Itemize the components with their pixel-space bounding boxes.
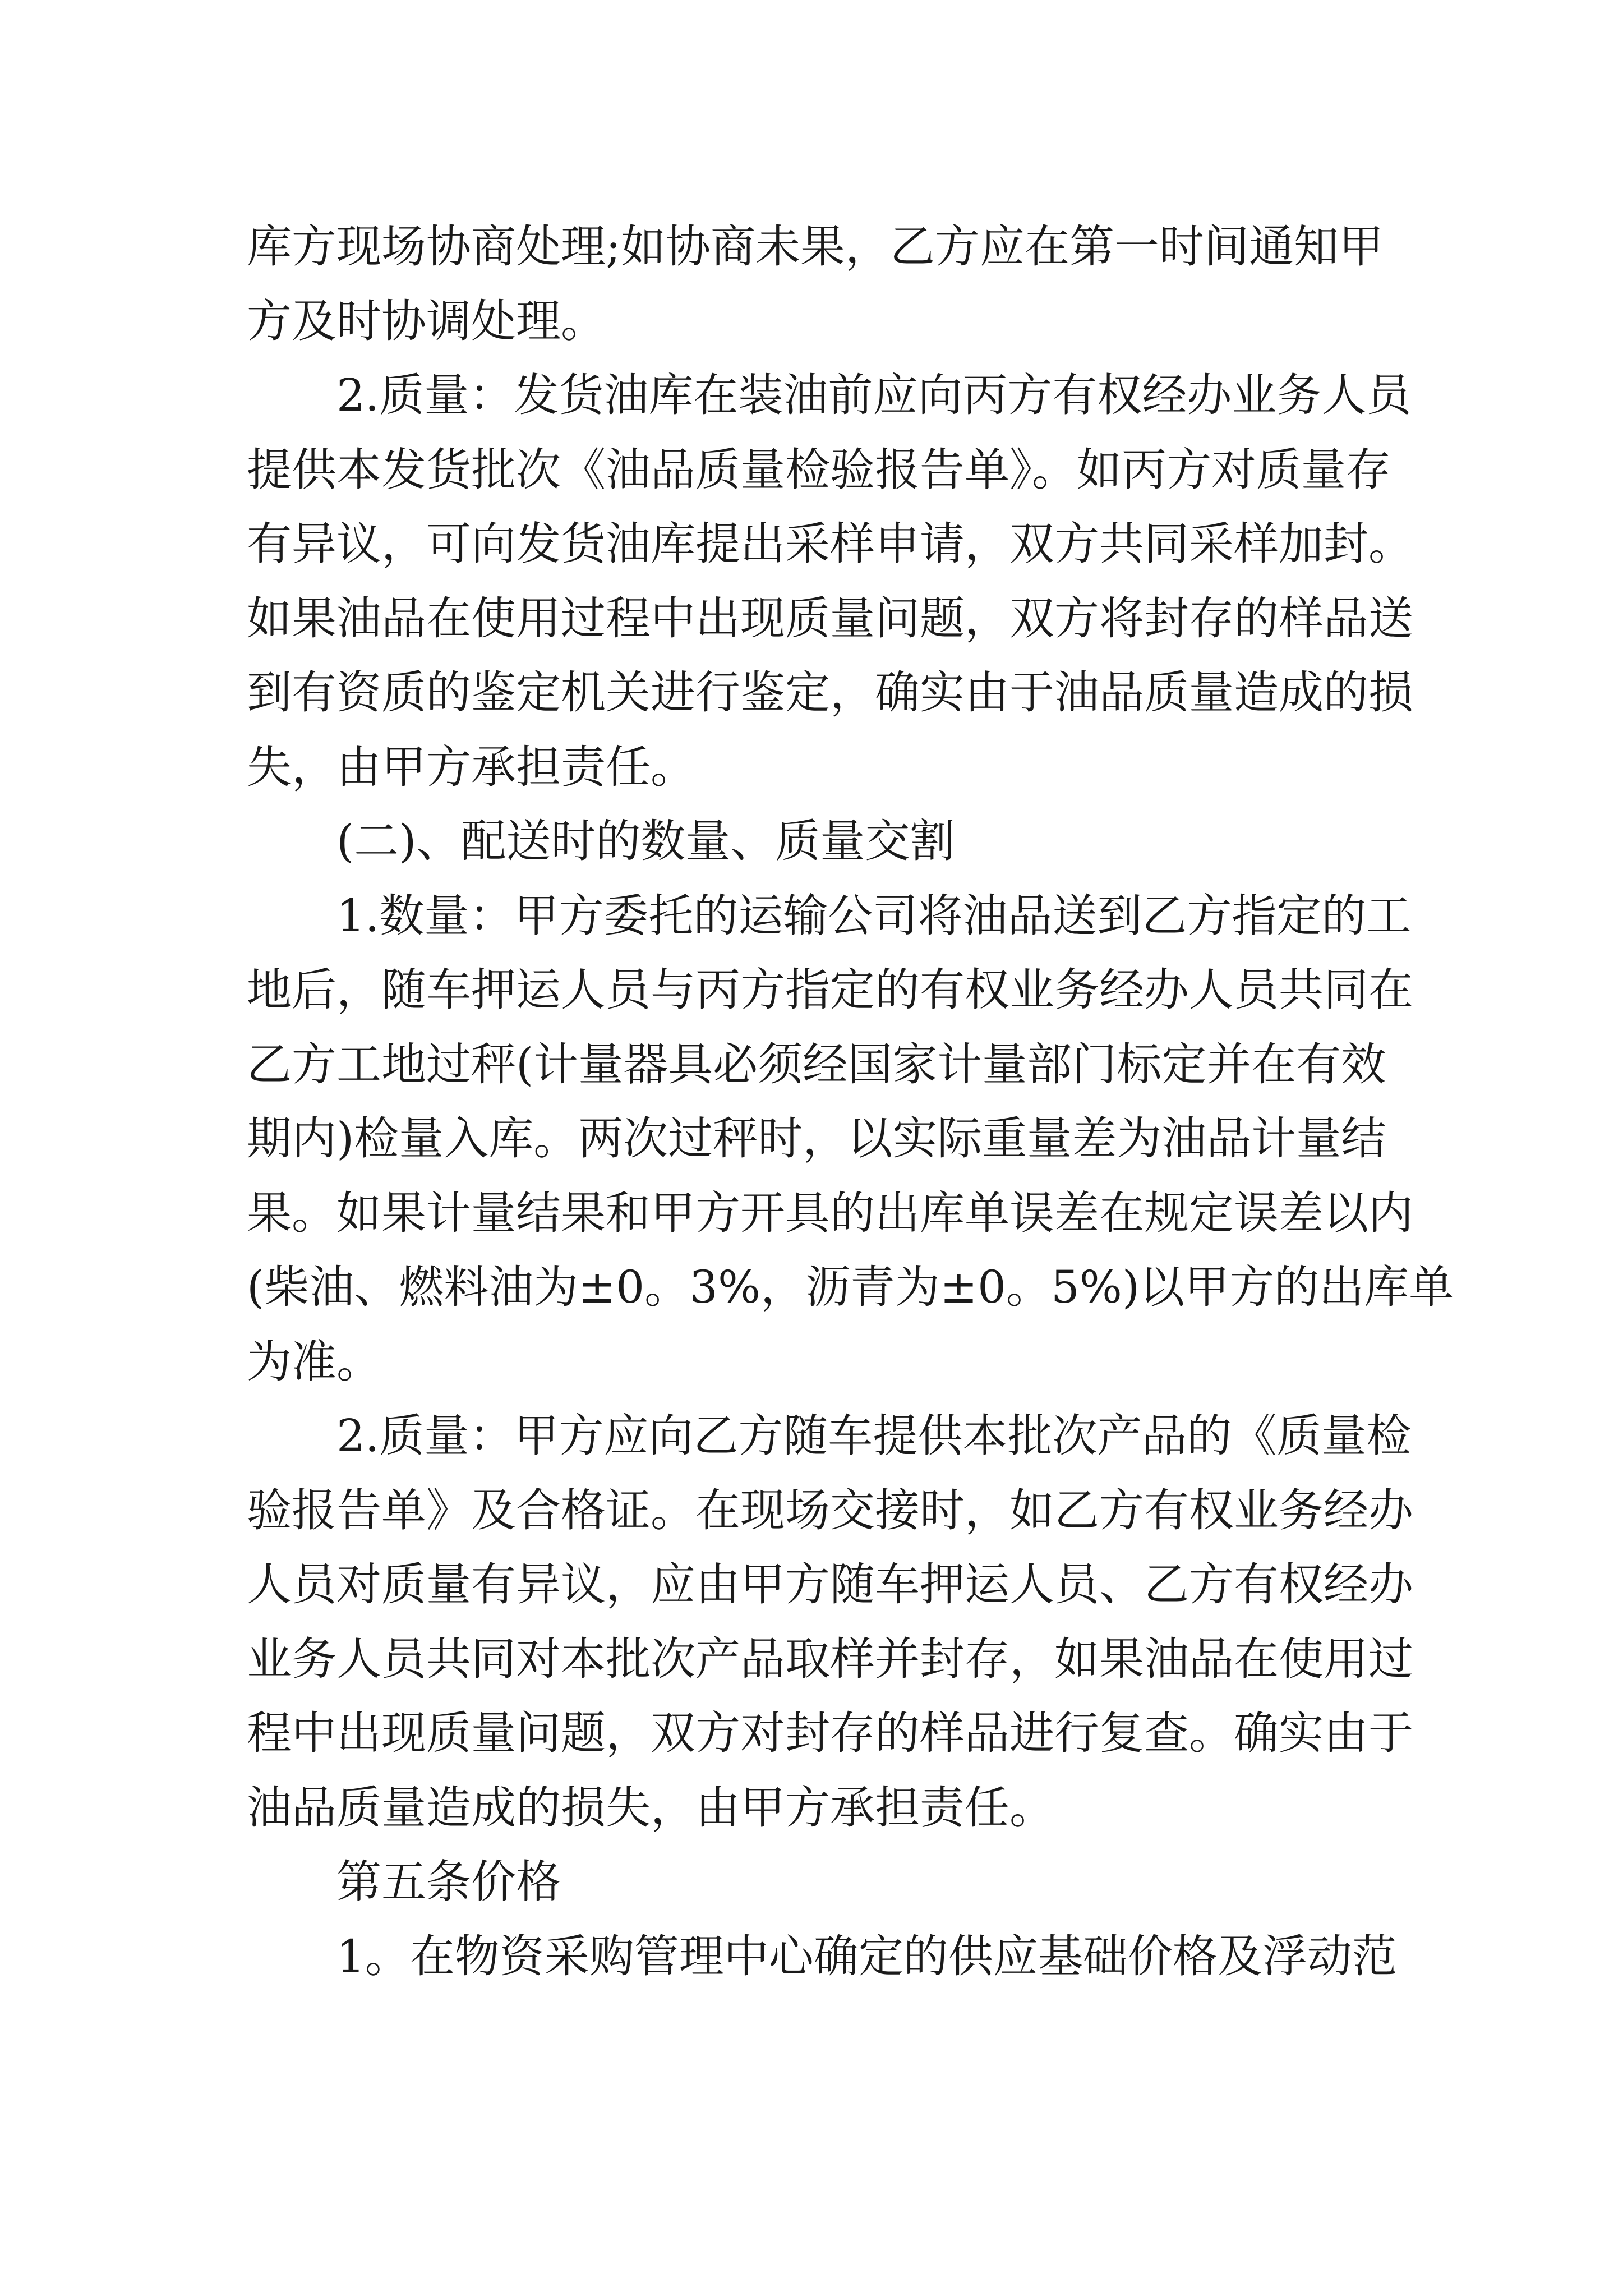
section-heading: (二)、配送时的数量、质量交割 [336,815,955,867]
text-line: 油品质量造成的损失，由甲方承担责任。 [247,1782,1054,1834]
text-line: 乙方工地过秤(计量器具必须经国家计量部门标定并在有效 [247,1038,1386,1091]
text-line: 库方现场协商处理;如协商未果，乙方应在第一时间通知甲 [247,220,1384,273]
text-line: 如果油品在使用过程中出现质量问题，双方将封存的样品送 [247,592,1413,645]
text-line: 期内)检量入库。两次过秤时，以实际重量差为油品计量结 [247,1112,1386,1165]
text-line: 程中出现质量问题，双方对封存的样品进行复查。确实由于 [247,1707,1413,1759]
text-line: 到有资质的鉴定机关进行鉴定，确实由于油品质量造成的损 [247,666,1413,719]
text-line: 业务人员共同对本批次产品取样并封存，如果油品在使用过 [247,1633,1413,1685]
text-line: 提供本发货批次《油品质量检验报告单》。如丙方对质量存 [247,444,1391,496]
text-line: 1。在物资采购管理中心确定的供应基础价格及浮动范 [336,1930,1397,1982]
text-line: 果。如果计量结果和甲方开具的出库单误差在规定误差以内 [247,1187,1413,1239]
text-line: 为准。 [247,1336,381,1388]
text-line: 方及时协调处理。 [247,295,606,347]
text-line: 验报告单》及合格证。在现场交接时，如乙方有权业务经办 [247,1484,1413,1536]
text-line: 1.数量：甲方委托的运输公司将油品送到乙方指定的工 [336,890,1412,942]
text-line: 失，由甲方承担责任。 [247,741,695,793]
text-line: 2.质量：甲方应向乙方随车提供本批次产品的《质量检 [336,1410,1412,1462]
article-heading: 第五条价格 [336,1856,561,1908]
text-line: (柴油、燃料油为±0。3%，沥青为±0。5%)以甲方的出库单 [247,1261,1454,1313]
text-line: 2.质量：发货油库在装油前应向丙方有权经办业务人员 [336,369,1412,421]
text-line: 地后，随车押运人员与丙方指定的有权业务经办人员共同在 [247,964,1413,1016]
text-line: 有异议，可向发货油库提出采样申请，双方共同采样加封。 [247,518,1413,570]
text-line: 人员对质量有异议，应由甲方随车押运人员、乙方有权经办 [247,1558,1413,1611]
